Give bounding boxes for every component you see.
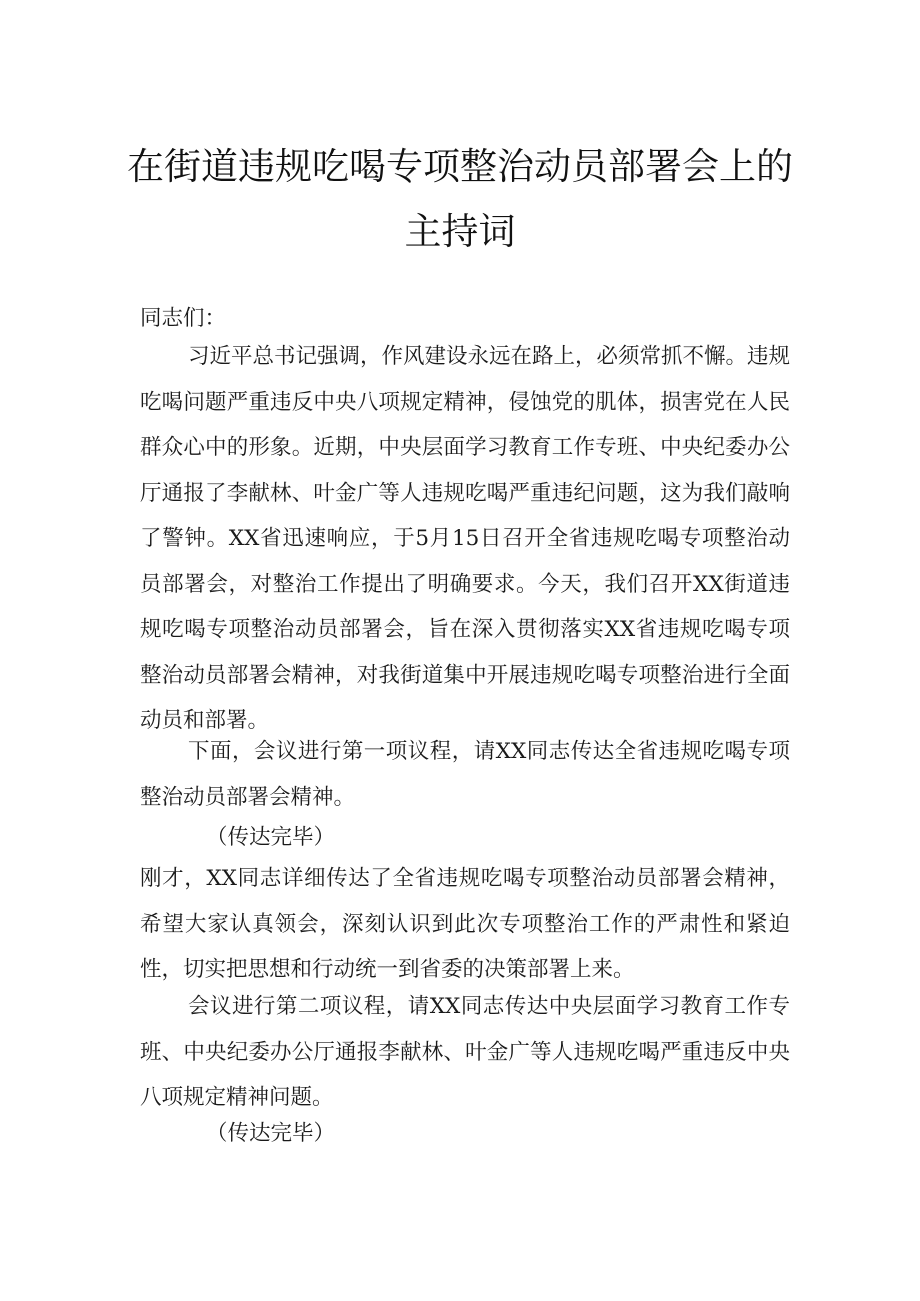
paragraph-opening: 习近平总书记强调，作风建设永远在路上，必须常抓不懈。违规吃喝问题严重违反中央八项规定精神，侵蚀党的肌体，损害党在人民群众心中的形象。近期，中央层面学习教育工作专班、中央纪委办公厅通报了李献林、叶金广等人违规吃喝严重违纪问题，这为我们敲响了警钟。XX省迅速响应，于5月15日召开全省违规吃喝专项整治动员部署会，对整治工作提出了明确要求。今天，我们召开XX街道违规吃喝专项整治动员部署会，旨在深入贯彻落实XX省违规吃喝专项整治动员部署会精神，对我街道集中开展违规吃喝专项整治进行全面动员和部署。	[140, 344, 791, 733]
paragraph-summary-1: 刚才，XX同志详细传达了全省违规吃喝专项整治动员部署会精神，希望大家认真领会，深刻认识到此次专项整治工作的严肃性和紧迫性，切实把思想和行动统一到省委的决策部署上来。	[140, 866, 790, 982]
salutation: 同志们：	[140, 306, 227, 331]
paragraph-relay-complete-1: （传达完毕）	[206, 825, 336, 850]
document-title-line1: 在街道违规吃喝专项整治动员部署会上的	[127, 145, 793, 188]
paragraph-agenda-item-1: 下面，会议进行第一项议程，请XX同志传达全省违规吃喝专项整治动员部署会精神。	[140, 739, 790, 810]
paragraph-relay-complete-2: （传达完毕）	[206, 1121, 336, 1146]
paragraph-agenda-item-2: 会议进行第二项议程，请XX同志传达中央层面学习教育工作专班、中央纪委办公厅通报李献林、叶金广等人违规吃喝严重违反中央八项规定精神问题。	[140, 994, 790, 1110]
document-title-line2: 主持词	[404, 210, 516, 253]
